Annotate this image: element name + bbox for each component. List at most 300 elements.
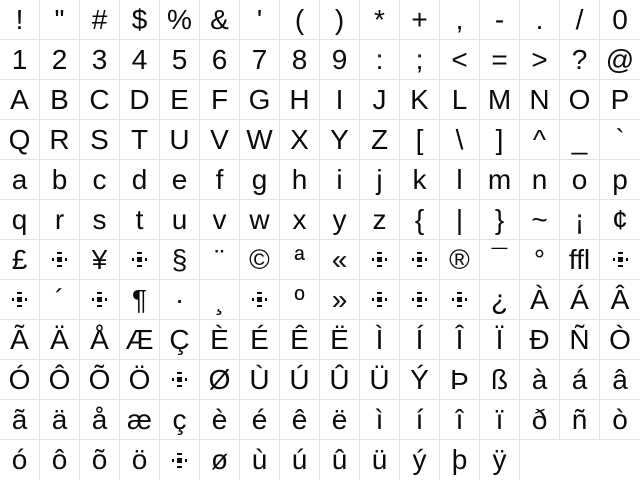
glyph-cell[interactable] [200,0,240,40]
glyph-char: · [174,283,185,315]
glyph-cell[interactable] [200,80,240,120]
glyph-row [0,0,640,40]
glyph-cell[interactable] [0,440,40,480]
glyph-row [0,400,640,440]
glyph-char: 1 [11,43,28,75]
glyph-cell[interactable] [0,80,40,120]
glyph-cell[interactable] [360,120,400,160]
missing-glyph-icon [257,297,262,302]
glyph-cell[interactable] [560,400,600,440]
glyph-cell[interactable] [440,200,480,240]
glyph-cell[interactable] [160,0,200,40]
glyph-cell[interactable] [440,320,480,360]
glyph-cell[interactable] [120,40,160,80]
glyph-cell[interactable] [240,280,280,320]
glyph-char: H [289,83,310,115]
glyph-cell[interactable] [360,320,400,360]
glyph-char: ] [495,123,504,155]
glyph-cell[interactable] [240,200,280,240]
glyph-cell[interactable] [360,40,400,80]
glyph-char: © [249,243,270,275]
glyph-char: 5 [171,43,188,75]
glyph-cell[interactable] [520,280,560,320]
glyph-cell[interactable] [440,280,480,320]
glyph-char: _ [571,123,588,155]
glyph-cell[interactable] [280,440,320,480]
glyph-cell[interactable] [400,40,440,80]
glyph-cell[interactable] [40,400,80,440]
glyph-char: í [415,403,424,435]
glyph-cell[interactable] [200,320,240,360]
glyph-cell[interactable] [520,120,560,160]
glyph-char: o [571,163,588,195]
glyph-row [0,440,640,480]
glyph-cell[interactable] [280,80,320,120]
glyph-char: . [535,3,544,35]
glyph-char: : [375,43,384,75]
glyph-cell[interactable] [480,400,520,440]
glyph-cell[interactable] [480,160,520,200]
glyph-char: y [332,203,347,235]
glyph-cell[interactable] [40,440,80,480]
glyph-cell[interactable] [600,360,640,400]
glyph-cell[interactable] [280,320,320,360]
glyph-char: ä [51,403,68,435]
glyph-char: Ý [410,363,429,395]
glyph-cell[interactable] [120,240,160,280]
glyph-cell[interactable] [400,440,440,480]
glyph-char: Ü [369,363,390,395]
glyph-cell[interactable] [480,40,520,80]
missing-glyph-icon [177,377,182,382]
glyph-char: ffl [568,243,591,275]
glyph-char: s [92,203,107,235]
glyph-cell[interactable] [520,160,560,200]
glyph-char: M [487,83,512,115]
glyph-cell[interactable] [440,120,480,160]
glyph-cell[interactable] [600,240,640,280]
glyph-char: ` [615,123,625,155]
glyph-cell[interactable] [360,440,400,480]
glyph-row [0,200,640,240]
glyph-cell[interactable] [240,40,280,80]
glyph-row [0,120,640,160]
glyph-cell[interactable] [320,240,360,280]
glyph-cell[interactable] [480,240,520,280]
glyph-cell[interactable] [320,400,360,440]
glyph-cell[interactable] [80,280,120,320]
glyph-char: ¶ [131,283,148,315]
glyph-char: k [412,163,427,195]
glyph-cell[interactable] [320,120,360,160]
glyph-cell[interactable] [280,120,320,160]
glyph-cell[interactable] [40,120,80,160]
glyph-cell[interactable] [120,120,160,160]
glyph-cell[interactable] [120,280,160,320]
glyph-cell[interactable] [520,400,560,440]
glyph-cell[interactable] [200,280,240,320]
glyph-char: Ô [48,363,71,395]
glyph-cell[interactable] [40,40,80,80]
glyph-cell[interactable] [600,0,640,40]
glyph-cell[interactable] [40,280,80,320]
glyph-cell[interactable] [360,280,400,320]
glyph-cell[interactable] [320,80,360,120]
glyph-cell[interactable] [360,80,400,120]
glyph-cell[interactable] [400,400,440,440]
glyph-cell[interactable] [160,80,200,120]
glyph-cell[interactable] [440,400,480,440]
glyph-cell[interactable] [520,360,560,400]
glyph-cell[interactable] [360,200,400,240]
glyph-cell[interactable] [480,360,520,400]
glyph-char: À [530,283,549,315]
glyph-cell[interactable] [120,160,160,200]
glyph-cell[interactable] [40,0,80,40]
glyph-cell[interactable] [80,320,120,360]
glyph-char: ë [331,403,348,435]
glyph-char: ¯ [491,243,508,275]
glyph-cell[interactable] [80,400,120,440]
glyph-char: ° [533,243,546,275]
glyph-cell[interactable] [200,240,240,280]
glyph-cell[interactable] [440,440,480,480]
glyph-cell[interactable] [40,360,80,400]
glyph-char: R [49,123,70,155]
glyph-cell[interactable] [0,320,40,360]
glyph-char: ¸ [214,283,225,315]
glyph-cell[interactable] [440,80,480,120]
glyph-cell[interactable] [200,360,240,400]
glyph-cell[interactable] [120,360,160,400]
glyph-cell[interactable] [560,320,600,360]
glyph-char: # [91,3,108,35]
glyph-cell[interactable] [240,240,280,280]
glyph-cell[interactable] [200,200,240,240]
glyph-cell[interactable] [240,0,280,40]
glyph-cell[interactable] [560,280,600,320]
glyph-cell[interactable] [80,200,120,240]
glyph-cell[interactable] [600,320,640,360]
glyph-char: Â [610,283,630,315]
glyph-cell[interactable] [320,160,360,200]
glyph-cell[interactable] [80,0,120,40]
glyph-cell[interactable] [360,0,400,40]
glyph-char: e [171,163,188,195]
glyph-char: ; [415,43,424,75]
missing-glyph-icon [17,297,22,302]
glyph-char: 8 [291,43,308,75]
glyph-cell[interactable] [160,320,200,360]
glyph-char: b [51,163,68,195]
glyph-cell[interactable] [520,320,560,360]
glyph-char: º [294,283,305,315]
glyph-char: v [212,203,227,235]
glyph-char: \ [455,123,464,155]
glyph-char: Æ [125,323,154,355]
glyph-cell[interactable] [160,360,200,400]
glyph-char: Ë [330,323,349,355]
glyph-char: ú [291,444,308,475]
glyph-char: á [571,363,588,395]
glyph-cell[interactable] [200,40,240,80]
glyph-char: > [531,43,548,75]
glyph-cell[interactable] [0,400,40,440]
glyph-char: , [455,3,464,35]
glyph-cell[interactable] [0,120,40,160]
glyph-char: Ä [50,323,69,355]
glyph-cell[interactable] [240,440,280,480]
glyph-char: f [215,163,224,195]
glyph-char: ¿ [490,283,509,315]
glyph-cell[interactable] [240,80,280,120]
glyph-cell[interactable] [0,240,40,280]
glyph-cell[interactable] [80,360,120,400]
glyph-cell[interactable] [560,40,600,80]
glyph-char: æ [127,403,152,435]
glyph-cell[interactable] [200,400,240,440]
missing-glyph-icon [97,297,102,302]
glyph-cell[interactable] [0,360,40,400]
glyph-cell[interactable] [480,200,520,240]
glyph-cell[interactable] [520,200,560,240]
glyph-cell[interactable] [320,40,360,80]
glyph-cell[interactable] [400,320,440,360]
glyph-cell[interactable] [160,240,200,280]
glyph-char: J [372,83,387,115]
glyph-char: W [246,123,273,155]
glyph-char: j [376,163,383,195]
glyph-char: t [135,203,144,235]
glyph-cell[interactable] [0,0,40,40]
glyph-cell[interactable] [320,280,360,320]
glyph-cell[interactable] [120,200,160,240]
glyph-cell[interactable] [600,80,640,120]
glyph-cell[interactable] [240,160,280,200]
glyph-cell[interactable] [320,440,360,480]
glyph-cell[interactable] [520,80,560,120]
glyph-char: ò [612,403,628,435]
glyph-cell[interactable] [40,80,80,120]
glyph-cell[interactable] [160,120,200,160]
glyph-char: ^ [532,123,547,155]
glyph-cell[interactable] [0,40,40,80]
glyph-cell[interactable] [400,160,440,200]
glyph-cell[interactable] [560,0,600,40]
glyph-cell[interactable] [560,200,600,240]
glyph-cell[interactable] [560,120,600,160]
glyph-cell[interactable] [280,360,320,400]
glyph-cell[interactable] [40,240,80,280]
missing-glyph-icon [417,257,422,262]
glyph-cell[interactable] [280,0,320,40]
glyph-cell[interactable] [240,360,280,400]
glyph-cell[interactable] [560,240,600,280]
glyph-cell[interactable] [520,0,560,40]
missing-glyph-icon [177,458,182,463]
glyph-cell[interactable] [120,440,160,480]
glyph-cell[interactable] [320,360,360,400]
glyph-cell[interactable] [200,440,240,480]
glyph-char: ) [334,3,345,35]
glyph-cell[interactable] [80,440,120,480]
glyph-cell[interactable] [400,280,440,320]
glyph-cell[interactable] [160,160,200,200]
glyph-cell[interactable] [440,360,480,400]
glyph-cell[interactable] [120,80,160,120]
glyph-row [0,280,640,320]
glyph-cell[interactable] [40,200,80,240]
glyph-cell[interactable] [0,160,40,200]
glyph-char: Þ [450,363,469,395]
glyph-cell[interactable] [400,0,440,40]
glyph-cell[interactable] [600,200,640,240]
glyph-char: ó [11,444,28,475]
glyph-char: I [335,83,344,115]
glyph-cell[interactable] [440,0,480,40]
glyph-char: F [210,83,229,115]
glyph-cell[interactable] [80,120,120,160]
glyph-char: þ [451,444,468,475]
glyph-char: 4 [131,43,148,75]
glyph-row [0,240,640,280]
glyph-cell[interactable] [0,200,40,240]
glyph-cell[interactable] [360,240,400,280]
glyph-char: } [494,203,505,235]
glyph-char: ï [495,403,504,435]
glyph-cell[interactable] [320,200,360,240]
glyph-cell[interactable] [600,400,640,440]
glyph-cell[interactable] [280,40,320,80]
glyph-char: » [331,283,348,315]
glyph-cell[interactable] [240,320,280,360]
glyph-cell[interactable] [400,200,440,240]
glyph-cell[interactable] [240,120,280,160]
glyph-char: A [10,83,29,115]
glyph-char: Q [8,123,31,155]
glyph-cell[interactable] [600,40,640,80]
glyph-char: z [372,203,387,235]
glyph-char: h [291,163,308,195]
glyph-cell[interactable] [0,280,40,320]
glyph-cell[interactable] [200,160,240,200]
glyph-char: = [491,43,508,75]
glyph-char: ô [51,444,68,475]
glyph-cell[interactable] [480,440,520,480]
glyph-char: ® [449,243,470,275]
glyph-cell[interactable] [400,120,440,160]
glyph-cell[interactable] [160,280,200,320]
glyph-char: Ê [290,323,309,355]
glyph-cell[interactable] [440,40,480,80]
glyph-char: Ï [495,323,504,355]
glyph-cell[interactable] [160,200,200,240]
glyph-char: N [529,83,550,115]
glyph-cell[interactable] [400,360,440,400]
glyph-cell[interactable] [480,0,520,40]
glyph-cell[interactable] [280,160,320,200]
glyph-char: | [455,203,464,235]
glyph-char: Ø [208,363,231,395]
glyph-char: % [167,3,192,35]
glyph-cell[interactable] [480,120,520,160]
glyph-char: C [89,83,110,115]
glyph-cell[interactable] [160,400,200,440]
glyph-cell[interactable] [440,240,480,280]
glyph-cell[interactable] [600,120,640,160]
glyph-char: u [171,203,188,235]
glyph-cell[interactable] [40,320,80,360]
glyph-cell[interactable] [120,400,160,440]
glyph-cell[interactable] [560,360,600,400]
glyph-cell[interactable] [520,40,560,80]
glyph-cell[interactable] [360,400,400,440]
glyph-cell[interactable] [160,40,200,80]
glyph-cell[interactable] [80,160,120,200]
glyph-cell[interactable] [80,40,120,80]
glyph-cell[interactable] [160,440,200,480]
glyph-cell[interactable] [280,240,320,280]
glyph-cell[interactable] [280,400,320,440]
glyph-char: ü [371,444,388,475]
glyph-cell[interactable] [480,320,520,360]
glyph-char: c [92,163,107,195]
glyph-cell[interactable] [400,80,440,120]
glyph-cell[interactable] [280,280,320,320]
glyph-cell[interactable] [120,0,160,40]
glyph-char: n [531,163,548,195]
glyph-char: £ [11,243,28,275]
glyph-char: ' [256,3,263,35]
glyph-cell[interactable] [320,0,360,40]
glyph-cell[interactable] [360,360,400,400]
glyph-cell[interactable] [80,240,120,280]
glyph-cell[interactable] [560,80,600,120]
glyph-char: O [568,83,591,115]
glyph-char: + [411,3,428,35]
glyph-char: Ö [128,363,151,395]
glyph-cell[interactable] [80,80,120,120]
glyph-cell[interactable] [480,80,520,120]
glyph-cell[interactable] [400,240,440,280]
glyph-cell[interactable] [40,160,80,200]
glyph-char: q [11,203,28,235]
glyph-char: D [129,83,150,115]
glyph-cell[interactable] [600,280,640,320]
glyph-cell[interactable] [320,320,360,360]
glyph-char: ( [294,3,305,35]
glyph-cell[interactable] [440,160,480,200]
glyph-char: ý [412,444,427,475]
glyph-cell[interactable] [560,160,600,200]
glyph-cell[interactable] [200,120,240,160]
glyph-char: Y [330,123,349,155]
glyph-char: Û [329,363,350,395]
glyph-char: g [251,163,268,195]
glyph-cell[interactable] [280,200,320,240]
glyph-cell[interactable] [120,320,160,360]
glyph-char: 3 [91,43,108,75]
glyph-cell[interactable] [360,160,400,200]
glyph-char: ø [210,444,229,475]
glyph-cell[interactable] [520,240,560,280]
glyph-char: ç [172,403,187,435]
glyph-cell[interactable] [240,400,280,440]
glyph-cell[interactable] [600,160,640,200]
glyph-cell[interactable] [480,280,520,320]
glyph-char: Á [570,283,589,315]
glyph-char: î [455,403,464,435]
